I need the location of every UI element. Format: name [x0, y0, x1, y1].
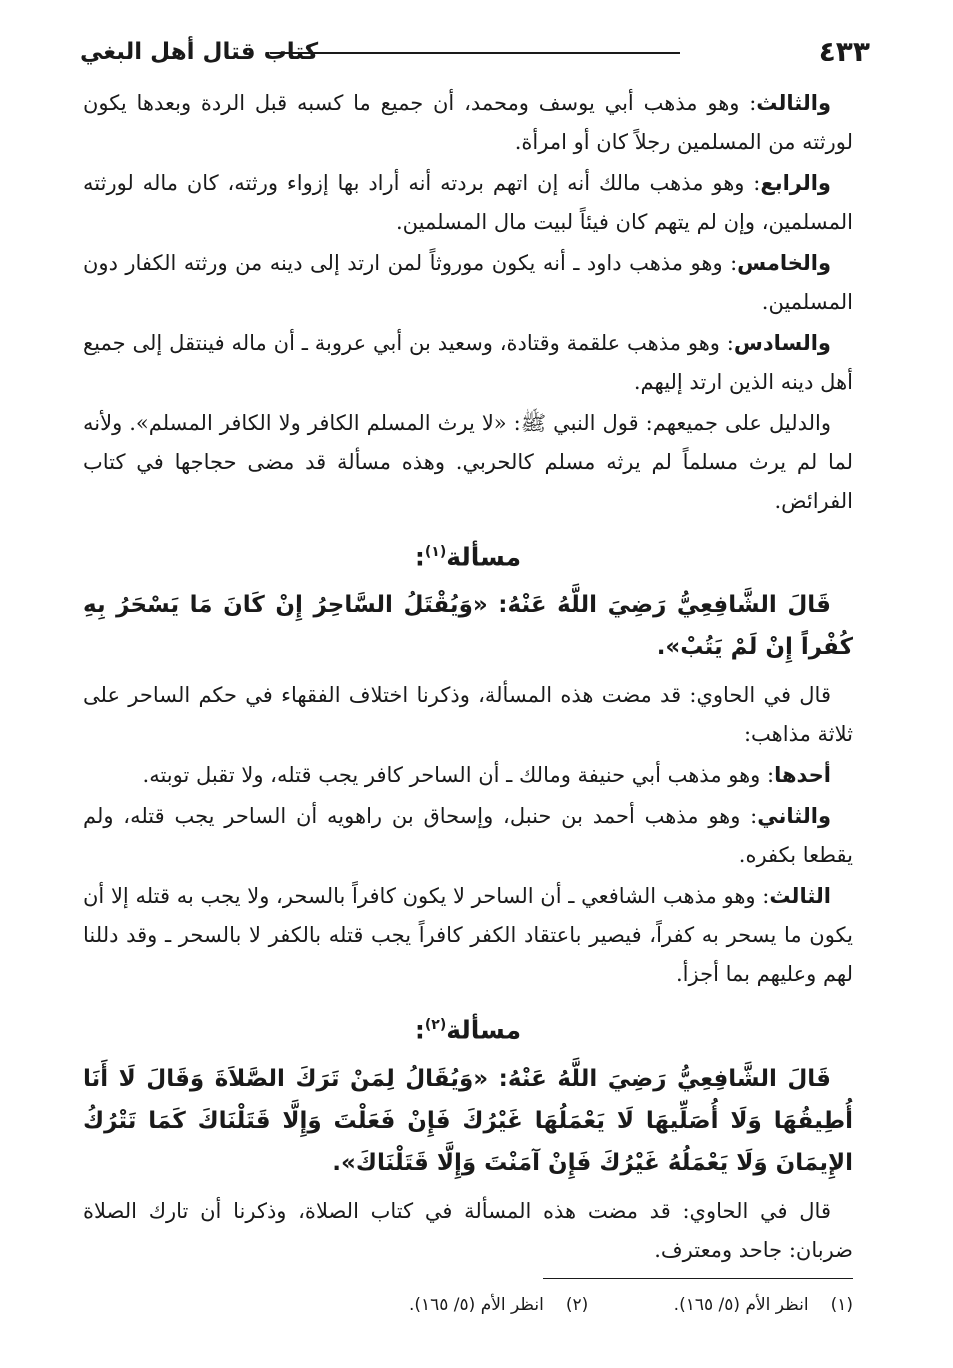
footnote-rule: [543, 1278, 853, 1279]
section-heading-2: [83, 1004, 853, 1051]
paragraph-lead: والسادس: [733, 331, 831, 355]
paragraph-text: والدليل على جميعهم: قول النبي ﷺ: «لا يرث المسلم الكافر ولا الكافر المسلم». ولأنه لما لم يرث مسلماً لم يرثه مسلم كالحربي. وهذه مسألة قد مضى حجاجها في كتاب الفرائض.: [83, 411, 853, 513]
section-heading-1: [83, 531, 853, 578]
footnote-1: [674, 1290, 853, 1320]
heading-colon: :: [414, 1015, 425, 1045]
paragraph-text: : وهو مذهب داود ـ أنه يكون موروثاً لمن ارتد إلى دينه من ورثته الكفار دون المسلمين.: [83, 251, 853, 314]
paragraph-text: : وهو مذهب أحمد بن حنبل، وإسحاق بن راهويه أن الساحر يجب قتله، ولم يقطعا بكفره.: [83, 804, 853, 868]
footnote-text: انظر الأم (٥/ ١٦٥).: [673, 1295, 809, 1315]
footnote-ref: (٢): [424, 1017, 447, 1034]
paragraph-text: : وهو مذهب علقمة وقتادة، وسعيد بن أبي عروبة ـ أن ماله فينتقل إلى جميع أهل دينه الذين ارتد إليهم.: [83, 331, 853, 394]
paragraph-lead: والثاني: [757, 804, 831, 829]
paragraph: [83, 84, 853, 162]
paragraph: [83, 676, 853, 754]
heading-text: مسألة: [446, 1015, 522, 1045]
paragraph-lead: أحدها: [774, 763, 831, 788]
paragraph: [83, 404, 853, 521]
footnote-number: (١): [830, 1295, 853, 1315]
paragraph: [83, 324, 853, 402]
imam-quote: قَالَ الشَّافِعِيُّ رَضِيَ اللَّهُ عَنْهُ: «وَيُقْتَلُ السَّاحِرُ إِنْ كَانَ مَا يَسْحَرُ بِهِ كُفْراً إِنْ لَمْ يَتُبْ».: [83, 592, 853, 661]
paragraph: [83, 877, 853, 994]
imam-quote: قَالَ الشَّافِعِيُّ رَضِيَ اللَّهُ عَنْهُ: «وَيُقَالُ لِمَنْ تَرَكَ الصَّلاَةَ وَقَالَ لَا أَنَا أُطِيقُهَا وَلَا أُصَلِّيهَا لَا يَعْمَلُهَا غَيْرُكَ فَإِنْ فَعَلْتَ وَإِلَّا قَتَلْنَاكَ كَمَا تَتْرُكُ الإِيمَانَ وَلَا يَعْمَلُهُ غَيْرُكَ فَإِنْ آمَنْتَ وَإِلَّا قَتَلْنَاكَ».: [83, 1065, 853, 1176]
paragraph: [83, 756, 853, 795]
paragraph-text: قال في الحاوي: قد مضت هذه المسألة، وذكرنا اختلاف الفقهاء في حكم الساحر على ثلاثة مذاهب:: [83, 683, 853, 747]
footnote-number: (٢): [565, 1295, 589, 1315]
header-rule: [270, 52, 680, 54]
heading-colon: :: [414, 542, 425, 572]
footnotes: [293, 1290, 853, 1320]
paragraph-text: : وهو مذهب مالك أنه إن اتهم بردته أنه أراد بها إزواء ورثته، كان ماله لورثته المسلمين، وإن لم يتهم كان فيئاً لبيت مال المسلمين.: [83, 171, 853, 234]
paragraph: [83, 244, 853, 322]
footnote-text: انظر الأم (٥/ ١٦٥).: [408, 1295, 544, 1315]
paragraph-lead: الثالث: [769, 884, 831, 909]
paragraph: [83, 797, 853, 875]
paragraph-text: : وهو مذهب أبي يوسف ومحمد، أن جميع ما كسبه قبل الردة وبعدها يكون لورثته من المسلمين رجلاً كان أو امرأة.: [83, 91, 853, 154]
paragraph-text: قال في الحاوي: قد مضت هذه المسألة في كتاب الصلاة، وذكرنا أن تارك الصلاة ضربان: جاحد ومعترف.: [83, 1198, 853, 1262]
paragraph-lead: والثالث: [756, 91, 831, 115]
running-title: كتاب قتال أهل البغي: [80, 39, 319, 65]
heading-text: مسألة: [446, 542, 522, 572]
paragraph: [83, 1192, 853, 1270]
footnote-2: [409, 1290, 588, 1320]
paragraph-text: : وهو مذهب الشافعي ـ أن الساحر لا يكون كافراً بالسحر، ولا يجب به قتله إلا أن يكون ما يسحر به كفراً، فيصير باعتقاد الكفر كافراً يجب قتله بالكفر لا بالسحر ـ وقد دللنا لهم وعليهم بما أجزأ.: [83, 884, 853, 987]
paragraph: [83, 164, 853, 242]
paragraph-lead: والرابع: [760, 171, 831, 195]
paragraph-lead: والخامس: [737, 251, 831, 275]
footnote-ref: (١): [424, 544, 447, 560]
main-text: [83, 84, 853, 1272]
page-number: ٤٣٣: [818, 35, 870, 68]
page-header: [80, 32, 870, 86]
paragraph-text: : وهو مذهب أبي حنيفة ومالك ـ أن الساحر كافر يجب قتله، ولا تقبل توبته.: [142, 763, 775, 788]
